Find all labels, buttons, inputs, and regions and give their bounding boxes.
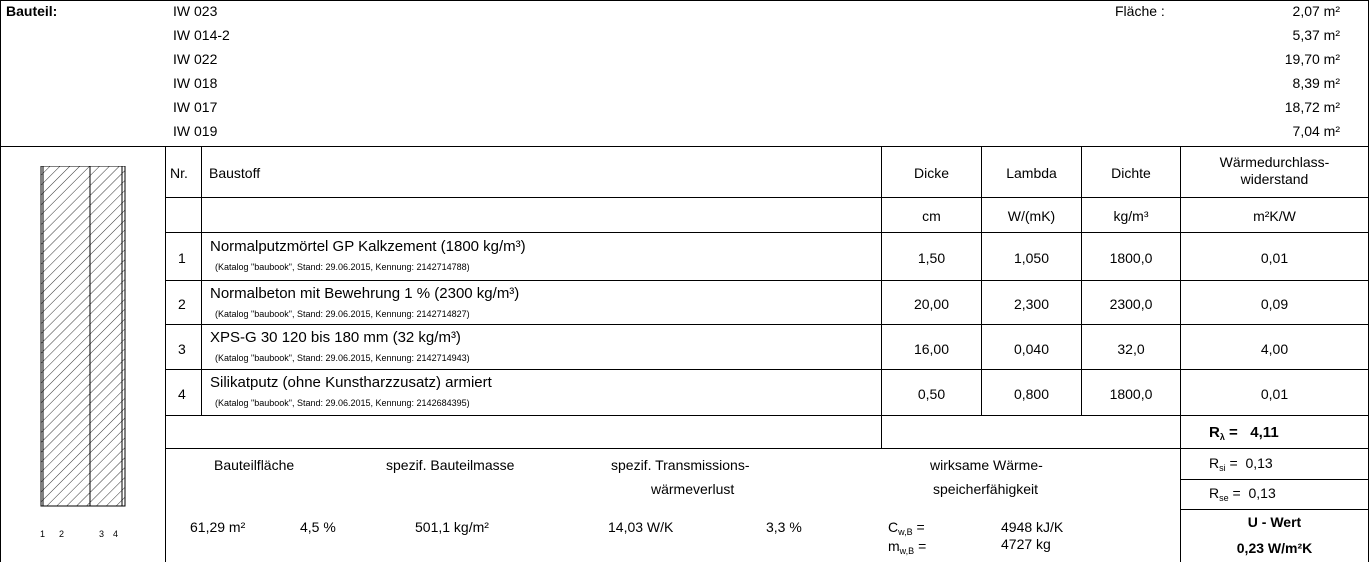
r-si: $R_{si} = 0,13$ bbox=[1209, 455, 1273, 473]
layer-label-2: 2 bbox=[59, 529, 65, 539]
row-3-r: 4,00 bbox=[1260, 341, 1289, 357]
wall-section-diagram bbox=[40, 166, 126, 518]
row-3-dicke: 16,00 bbox=[913, 341, 950, 357]
flaeche-value-6: 7,04 m² bbox=[1292, 123, 1340, 139]
row-2-dichte: 2300,0 bbox=[1109, 296, 1153, 312]
col-baustoff-header: Baustoff bbox=[209, 165, 261, 181]
row-1-name: Normalputzmörtel GP Kalkzement (1800 kg/m³) bbox=[210, 238, 526, 255]
row-2-nr: 2 bbox=[178, 296, 186, 312]
speicher-label-1: wirksame Wärme- bbox=[930, 457, 1043, 473]
bauteil-label: Bauteil: bbox=[6, 3, 58, 19]
row-4-r: 0,01 bbox=[1260, 386, 1289, 402]
col-widerstand-header-2: widerstand bbox=[1240, 171, 1309, 187]
u-wert-value: 0,23 W/m²K bbox=[1236, 540, 1313, 556]
m-wb-value: 4727 kg bbox=[1001, 536, 1051, 552]
flaeche-value-2: 5,37 m² bbox=[1292, 27, 1340, 43]
bauteilmasse-value: 501,1 kg/m² bbox=[415, 519, 489, 535]
row-4-lambda: 0,800 bbox=[1013, 386, 1050, 402]
bauteil-name-2: IW 014-2 bbox=[173, 27, 230, 43]
row-3-name: XPS-G 30 120 bis 180 mm (32 kg/m³) bbox=[210, 329, 461, 346]
row-2-r: 0,09 bbox=[1260, 296, 1289, 312]
row-1-r: 0,01 bbox=[1260, 250, 1289, 266]
row-4-source: (Katalog "baubook", Stand: 29.06.2015, Kennung: 2142684395) bbox=[215, 398, 470, 408]
c-wb-label: $C_{w,B}$ = bbox=[888, 519, 925, 537]
transmission-value: 14,03 W/K bbox=[608, 519, 674, 535]
bauteilflaeche-label: Bauteilfläche bbox=[214, 457, 295, 473]
unit-dicke: cm bbox=[922, 208, 941, 224]
bauteil-name-4: IW 018 bbox=[173, 75, 218, 91]
row-4-name: Silikatputz (ohne Kunstharzzusatz) armiert bbox=[210, 374, 492, 391]
row-3-dichte: 32,0 bbox=[1117, 341, 1145, 357]
row-3-lambda: 0,040 bbox=[1013, 341, 1050, 357]
row-3-nr: 3 bbox=[178, 341, 186, 357]
m-wb-label: $m_{w,B}$ = bbox=[888, 538, 927, 556]
col-lambda-header: Lambda bbox=[1006, 165, 1057, 181]
r-se: $R_{se} = 0,13$ bbox=[1209, 485, 1276, 503]
row-1-source: (Katalog "baubook", Stand: 29.06.2015, Kennung: 2142714788) bbox=[215, 262, 470, 272]
col-widerstand-header-1: Wärmedurchlass- bbox=[1219, 154, 1330, 170]
bauteilmasse-label: spezif. Bauteilmasse bbox=[386, 457, 515, 473]
layer-label-3: 3 bbox=[99, 529, 105, 539]
row-2-dicke: 20,00 bbox=[913, 296, 950, 312]
row-2-source: (Katalog "baubook", Stand: 29.06.2015, Kennung: 2142714827) bbox=[215, 309, 470, 319]
row-2-lambda: 2,300 bbox=[1013, 296, 1050, 312]
col-dicke-header: Dicke bbox=[913, 165, 949, 181]
unit-dichte: kg/m³ bbox=[1113, 208, 1149, 224]
unit-lambda: W/(mK) bbox=[1007, 208, 1056, 224]
row-3-source: (Katalog "baubook", Stand: 29.06.2015, Kennung: 2142714943) bbox=[215, 353, 470, 363]
flaeche-value-3: 19,70 m² bbox=[1284, 51, 1340, 67]
row-1-dichte: 1800,0 bbox=[1109, 250, 1153, 266]
row-4-dichte: 1800,0 bbox=[1109, 386, 1153, 402]
bauteil-name-1: IW 023 bbox=[173, 3, 218, 19]
row-4-nr: 4 bbox=[178, 386, 186, 402]
flaeche-label: Fläche : bbox=[1115, 3, 1165, 19]
flaeche-value-5: 18,72 m² bbox=[1284, 99, 1340, 115]
row-2-name: Normalbeton mit Bewehrung 1 % (2300 kg/m³) bbox=[210, 285, 520, 302]
layer-label-4: 4 bbox=[113, 529, 119, 539]
flaeche-value-4: 8,39 m² bbox=[1292, 75, 1340, 91]
bauteil-name-5: IW 017 bbox=[173, 99, 218, 115]
c-wb-value: 4948 kJ/K bbox=[1001, 519, 1064, 535]
transmission-label-2: wärmeverlust bbox=[651, 481, 735, 497]
speicher-label-2: speicherfähigkeit bbox=[933, 481, 1039, 497]
transmission-pct: 3,3 % bbox=[766, 519, 802, 535]
bauteil-name-6: IW 019 bbox=[173, 123, 218, 139]
bauteil-name-3: IW 022 bbox=[173, 51, 218, 67]
unit-widerstand: m²K/W bbox=[1253, 208, 1296, 224]
bauteilflaeche-value: 61,29 m² bbox=[190, 519, 246, 535]
flaeche-value-1: 2,07 m² bbox=[1292, 3, 1340, 19]
row-4-dicke: 0,50 bbox=[917, 386, 946, 402]
transmission-label-1: spezif. Transmissions- bbox=[611, 457, 750, 473]
row-1-lambda: 1,050 bbox=[1013, 250, 1050, 266]
col-dichte-header: Dichte bbox=[1111, 165, 1151, 181]
row-1-nr: 1 bbox=[178, 250, 186, 266]
col-nr-header: Nr. bbox=[170, 165, 188, 181]
row-1-dicke: 1,50 bbox=[917, 250, 946, 266]
layer-label-1: 1 bbox=[40, 529, 46, 539]
bauteilflaeche-pct: 4,5 % bbox=[300, 519, 336, 535]
r-lambda: $R_\lambda = 4,11$ bbox=[1209, 424, 1279, 442]
u-wert-label: U - Wert bbox=[1247, 514, 1302, 530]
